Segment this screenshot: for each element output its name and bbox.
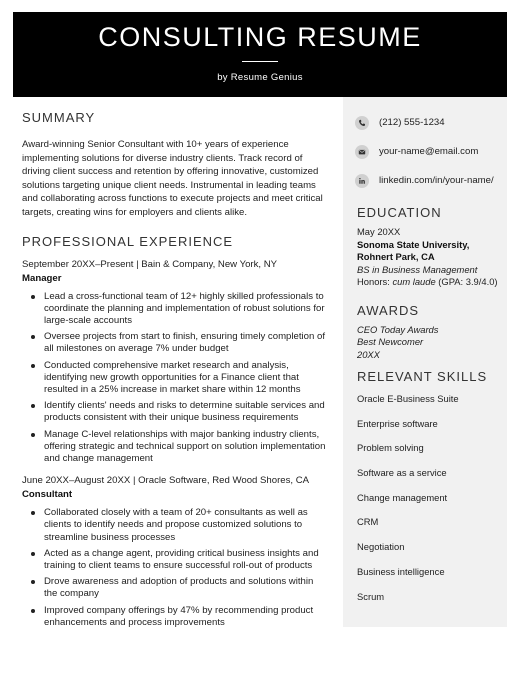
school-name: Sonoma State University, — [357, 238, 470, 250]
contact-linkedin — [355, 173, 507, 188]
awards-list — [357, 324, 507, 362]
job-role: Manager — [22, 272, 62, 284]
job-entry — [22, 259, 327, 466]
award-item: CEO Today Awards — [357, 323, 439, 335]
honors — [357, 276, 507, 289]
honors-gpa: (GPA: 3.9/4.0) — [435, 276, 498, 287]
skills-list — [357, 393, 507, 615]
award-item: Best Newcomer — [357, 336, 424, 347]
honors-label: Honors: — [357, 276, 393, 287]
job-bullet: Lead a cross-functional team of 12+ highly skilled professionals to coordinate the planning and implementation of robust solutions for large-scale accounts — [22, 291, 327, 328]
skill-item: Problem solving — [357, 442, 424, 454]
job-meta: June 20XX–August 20XX | Oracle Software, Red Wood Shores, CA — [22, 475, 310, 487]
job-bullet: Drove awareness and adoption of products and solutions within the company — [22, 576, 327, 600]
award-item: 20XX — [357, 348, 380, 360]
school-location: Rohnert Park, CA — [357, 251, 435, 262]
degree: BS in Business Management — [357, 263, 478, 275]
skill-item: Scrum — [357, 590, 385, 602]
resume-header — [13, 12, 507, 97]
experience-heading: PROFESSIONAL EXPERIENCE — [22, 233, 234, 249]
job-bullet: Identify clients' needs and risks to determine suitable services and products consistent with their unique business requirements — [22, 400, 327, 424]
phone-icon — [355, 116, 369, 130]
job-role: Consultant — [22, 489, 73, 501]
summary-text: Award-winning Senior Consultant with 10+ years of experience implementing solutions for diverse industry clients. Track record of driving client success and retention by offering innovative, customized solutions targeting unique client needs. Instrumental in leading teams and collaborating across functions to execute projects and meet critical targets, creating wins for employers and clients alike. — [22, 139, 323, 218]
skill-item: Oracle E-Business Suite — [357, 393, 459, 404]
resume-title: CONSULTING RESUME — [98, 22, 422, 52]
phone-number: (212) 555-1234 — [379, 117, 445, 128]
skills-section — [343, 369, 507, 615]
honors-value: cum laude — [392, 276, 436, 287]
job-bullets — [22, 291, 327, 466]
linkedin-url[interactable]: linkedin.com/in/your-name/ — [379, 175, 494, 186]
skill-item: Enterprise software — [357, 417, 438, 429]
sidebar — [343, 97, 507, 627]
job-bullet: Improved company offerings by 47% by recommending product enhancements and process improvements — [22, 605, 327, 629]
job-meta: September 20XX–Present | Bain & Company, New York, NY — [22, 258, 278, 270]
job-bullet: Acted as a change agent, providing critical business insights and training to client teams to ensure successful roll-out of products — [22, 548, 327, 572]
skill-item: CRM — [357, 516, 379, 528]
email-address[interactable]: your-name@email.com — [379, 146, 479, 157]
job-bullet: Collaborated closely with a team of 20+ consultants as well as clients to identify needs and propose customized solutions to streamline business processes — [22, 507, 327, 544]
job-bullets — [22, 507, 327, 629]
awards-heading: AWARDS — [357, 302, 420, 318]
education-heading: EDUCATION — [357, 205, 442, 220]
education-section — [343, 205, 507, 289]
contact-phone — [355, 115, 507, 130]
contact-block — [343, 97, 507, 188]
skill-item: Change management — [357, 491, 448, 503]
job-bullet: Conducted comprehensive market research and analysis, identifying new growth opportunities for a Finance client that resulted in a 25% increase in market share within 12 months — [22, 360, 327, 397]
linkedin-icon — [355, 174, 369, 188]
job-entry — [22, 475, 327, 629]
contact-email — [355, 144, 507, 159]
education-date: May 20XX — [357, 226, 401, 237]
skill-item: Software as a service — [357, 467, 447, 479]
skill-item: Business intelligence — [357, 565, 445, 577]
summary-heading: SUMMARY — [22, 110, 96, 125]
awards-section — [343, 303, 507, 362]
resume-byline: by Resume Genius — [217, 72, 303, 83]
skills-heading: RELEVANT SKILLS — [357, 369, 488, 384]
email-icon — [355, 145, 369, 159]
job-bullet: Manage C-level relationships with major banking industry clients, offering strategic and technical support on solution implementation and change management — [22, 429, 327, 466]
skill-item: Negotiation — [357, 541, 405, 553]
job-bullet: Oversee projects from start to finish, ensuring timely completion of all milestones on average 7% under budget — [22, 331, 327, 355]
main-column — [22, 97, 327, 633]
header-divider — [242, 61, 278, 62]
